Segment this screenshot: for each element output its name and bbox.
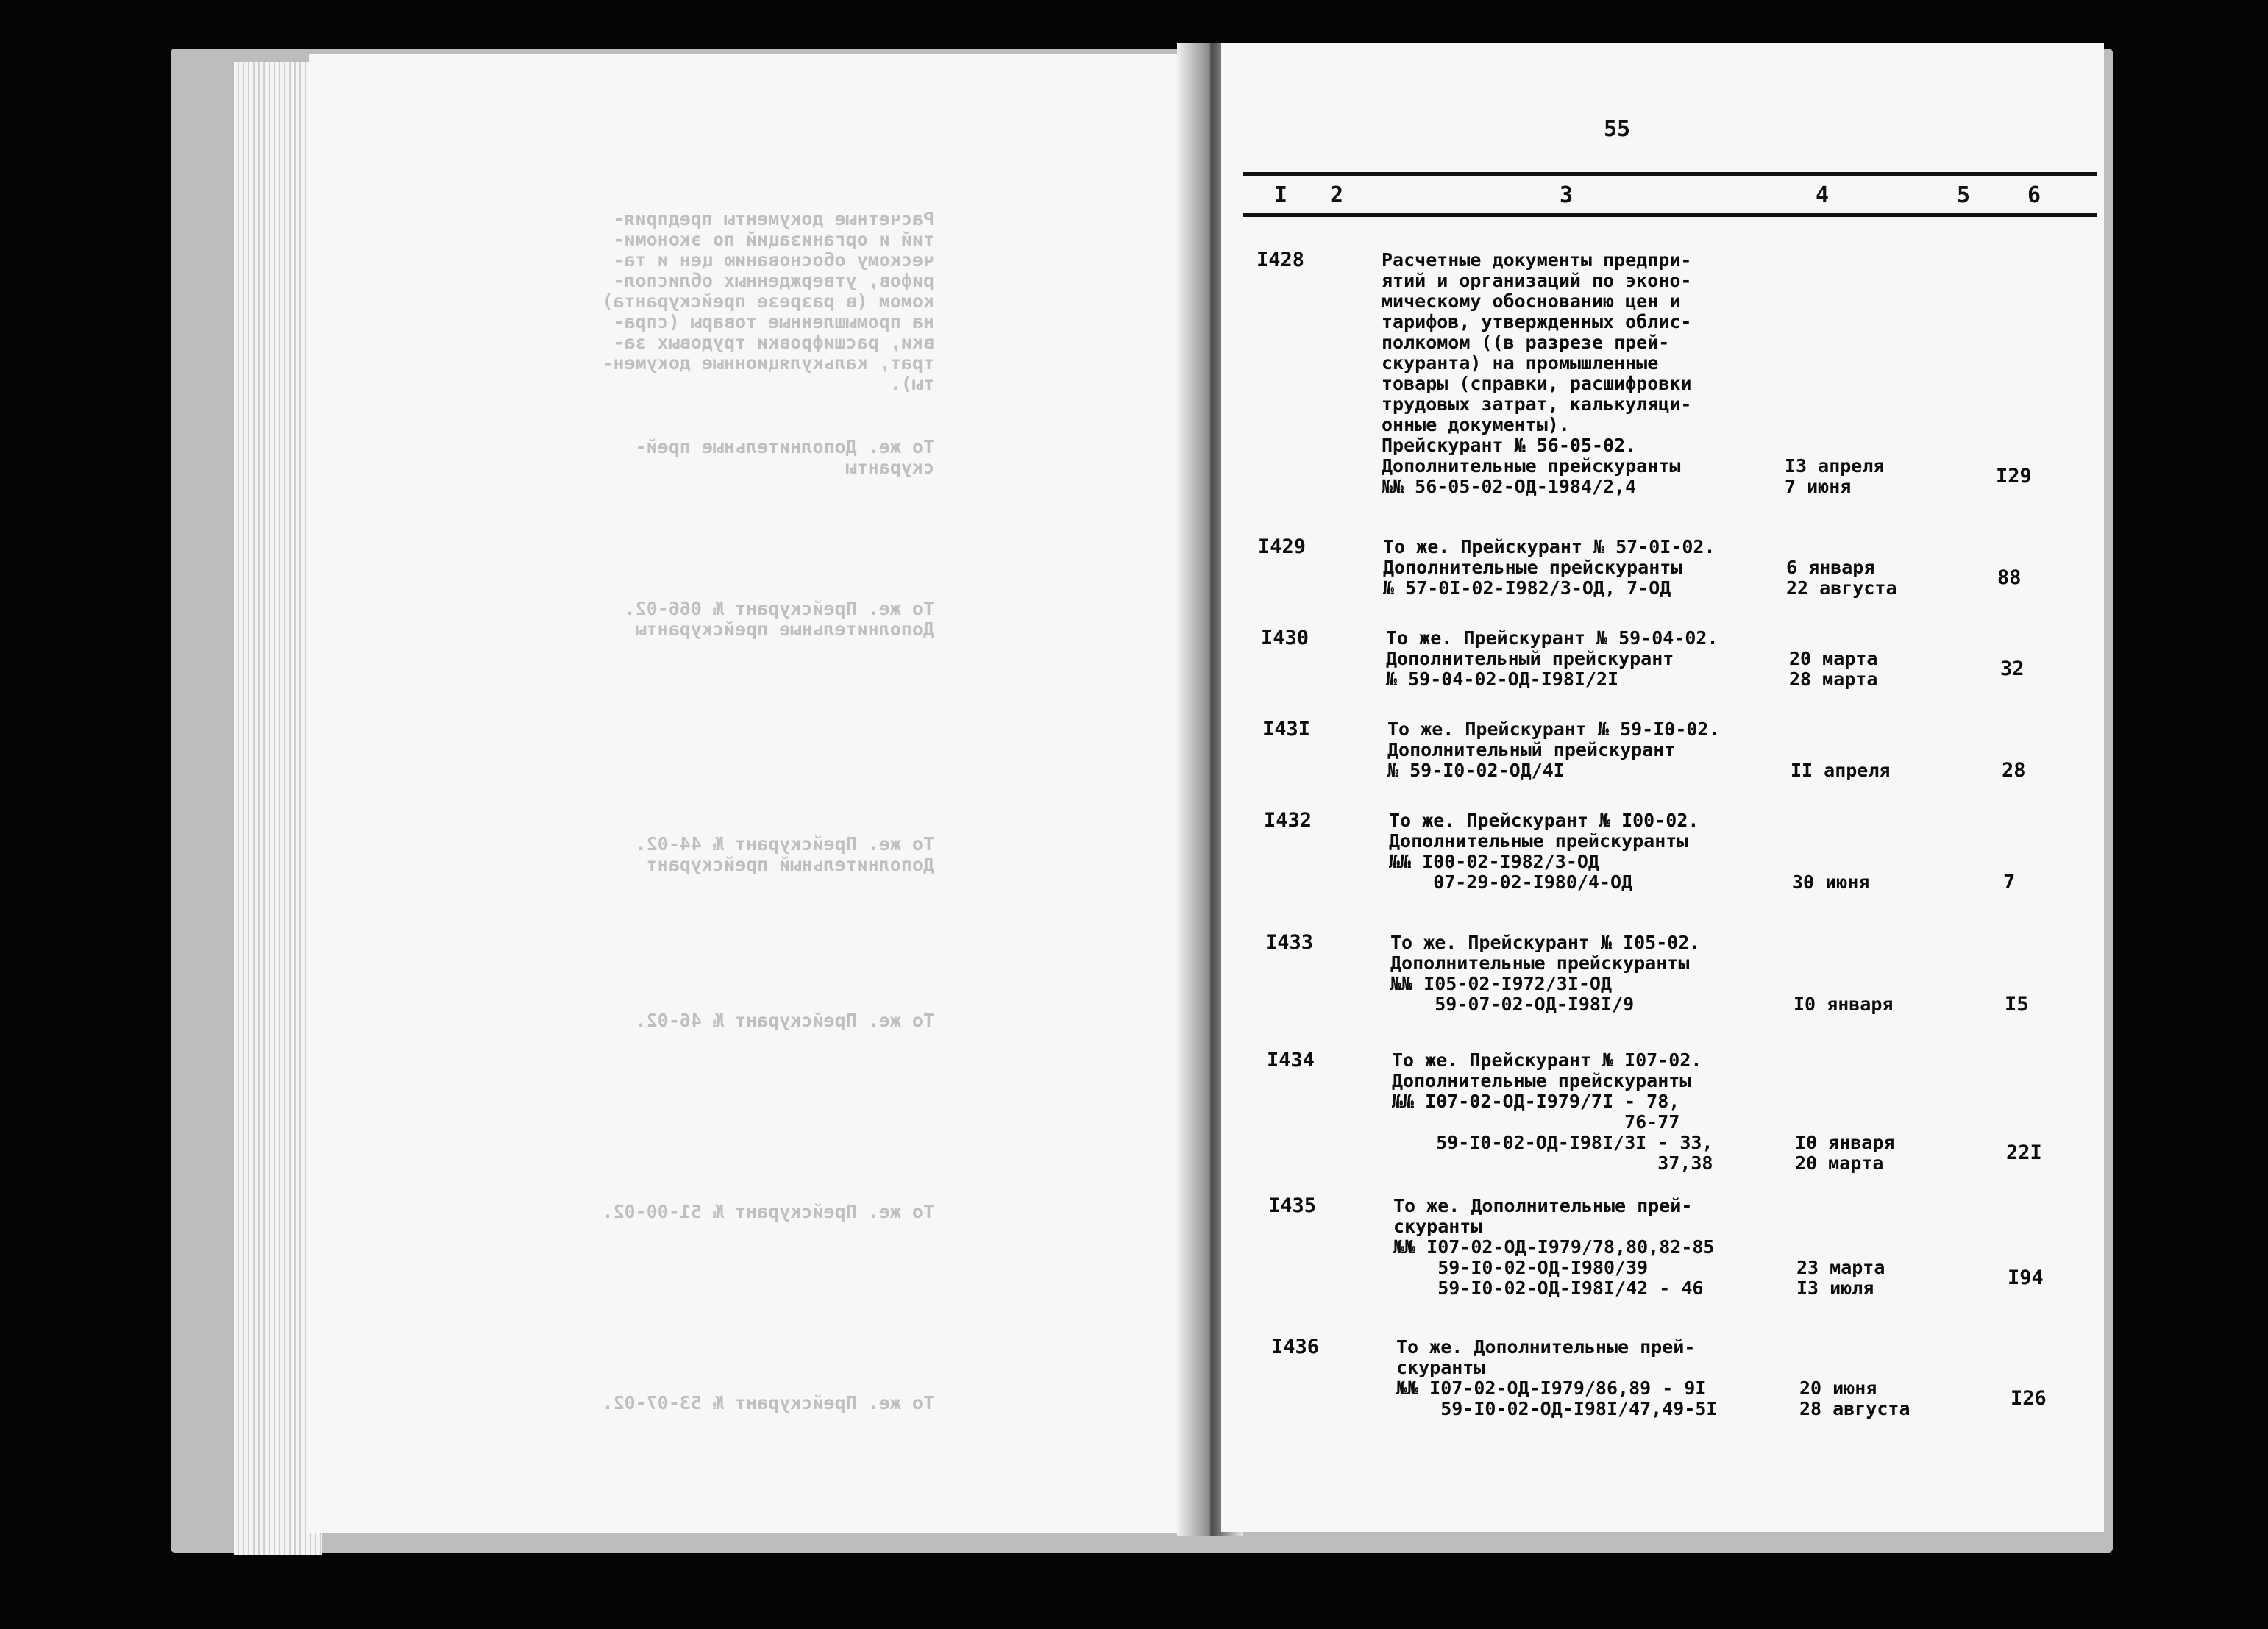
entry-sheet-count: I5 <box>2005 993 2029 1016</box>
entry-description: Расчетные документы предпри- ятий и организаций по эконо- мическому обоснованию цен и тарифов, утвержденных облис- полкомом ((в разрезе прей- скуранта) на промышленные товары (справки, расшифровки трудовых затрат, калькуляци- онные документы). Прейскурант № 56-05-02. Дополнительные прейскуранты №№ 56-05-02-ОД-1984/2,4 <box>1382 249 1692 497</box>
entry-dates: I0 января 20 марта <box>1795 1132 1895 1174</box>
entry-dates: I0 января <box>1794 994 1894 1015</box>
column-header-4: 4 <box>1816 182 1830 208</box>
entry-sheet-count: I94 <box>2008 1266 2044 1289</box>
column-header-3: 3 <box>1560 182 1574 208</box>
entry-dates: 20 марта 28 марта <box>1789 648 1878 690</box>
entry-description: То же. Прейскурант № I05-02. Дополнительные прейскуранты №№ I05-02-I972/3I-ОД 59-07-02-ОД-I98I/9 <box>1390 932 1701 1015</box>
entry-description: То же. Прейскурант № I07-02. Дополнительные прейскуранты №№ I07-02-ОД-I979/7I - 78, 76-77 59-I0-02-ОД-I98I/3I - 33, 37,38 <box>1392 1049 1713 1174</box>
table-header-rule <box>1243 213 2097 217</box>
entry-sheet-count: 28 <box>2002 759 2026 782</box>
entry-description: То же. Дополнительные прей- скуранты №№ I07-02-ОД-I979/86,89 - 9I 59-I0-02-ОД-I98I/47,49-5I <box>1396 1336 1718 1419</box>
column-header-6: 6 <box>2027 182 2041 208</box>
entry-sheet-count: 32 <box>2000 657 2025 680</box>
entry-number: I43I <box>1262 718 1311 741</box>
entry-number: I430 <box>1261 627 1309 649</box>
column-header-5: 5 <box>1957 182 1971 208</box>
table-top-rule <box>1243 172 2097 176</box>
entry-number: I435 <box>1268 1194 1317 1217</box>
entry-description: То же. Прейскурант № 59-I0-02. Дополнительный прейскурант № 59-I0-02-ОД/4I <box>1387 719 1720 781</box>
column-header-2: 2 <box>1330 182 1344 208</box>
entry-number: I434 <box>1267 1049 1315 1072</box>
entry-description: То же. Прейскурант № 59-04-02. Дополнительный прейскурант № 59-04-02-ОД-I98I/2I <box>1386 627 1718 690</box>
entry-description: То же. Прейскурант № 57-0I-02. Дополнительные прейскуранты № 57-0I-02-I982/3-ОД, 7-ОД <box>1383 536 1716 599</box>
entry-sheet-count: 7 <box>2003 871 2016 894</box>
left-page <box>309 54 1192 1533</box>
entry-number: I428 <box>1256 249 1305 271</box>
entry-description: То же. Дополнительные прей- скуранты №№ I07-02-ОД-I979/78,80,82-85 59-I0-02-ОД-I980/39 59-I0-02-ОД-I98I/42 - 46 <box>1393 1195 1715 1299</box>
entry-dates: II апреля <box>1791 760 1891 781</box>
column-header-1: I <box>1274 182 1288 208</box>
entry-number: I433 <box>1265 931 1314 954</box>
right-page <box>1221 43 2104 1532</box>
entry-dates: 30 июня <box>1792 871 1870 893</box>
entry-dates: 6 января 22 августа <box>1786 557 1897 599</box>
entry-number: I436 <box>1271 1336 1320 1358</box>
entry-number: I432 <box>1264 809 1312 832</box>
entry-number: I429 <box>1258 535 1307 558</box>
entry-sheet-count: I26 <box>2011 1387 2047 1410</box>
entry-sheet-count: 88 <box>1997 566 2022 589</box>
entry-sheet-count: I29 <box>1996 465 2032 488</box>
page-number: 55 <box>1604 116 1631 142</box>
entry-dates: I3 апреля 7 июня <box>1785 455 1885 497</box>
bleed-through-text: Расчетные документы предприя- тий и организаций по экономи- ческому обоснованию цен и та- рифов, утвержденных облиспол- комом (в разрезе прейскуранта) на промышленные товары (спра- вки, расшифровки трудовых за- трат, калькуляционные докумен- ты). То же. Дополнительные прей- скуранты То же. Прейскурант № 066-02. Дополнительные прейскуранты То же. Прейскурант № 44-02. Дополнительный прейскурант То же. Прейскурант № 46-02. То же. Прейскурант № 51-00-02. То же. Прейскурант № 53-07-02. <box>602 208 934 1414</box>
entry-dates: 23 марта I3 июля <box>1796 1257 1885 1299</box>
entry-sheet-count: 22I <box>2006 1141 2042 1164</box>
entry-description: То же. Прейскурант № I00-02. Дополнительные прейскуранты №№ I00-02-I982/3-ОД 07-29-02-I980/4-ОД <box>1389 810 1699 893</box>
entry-dates: 20 июня 28 августа <box>1799 1377 1910 1419</box>
